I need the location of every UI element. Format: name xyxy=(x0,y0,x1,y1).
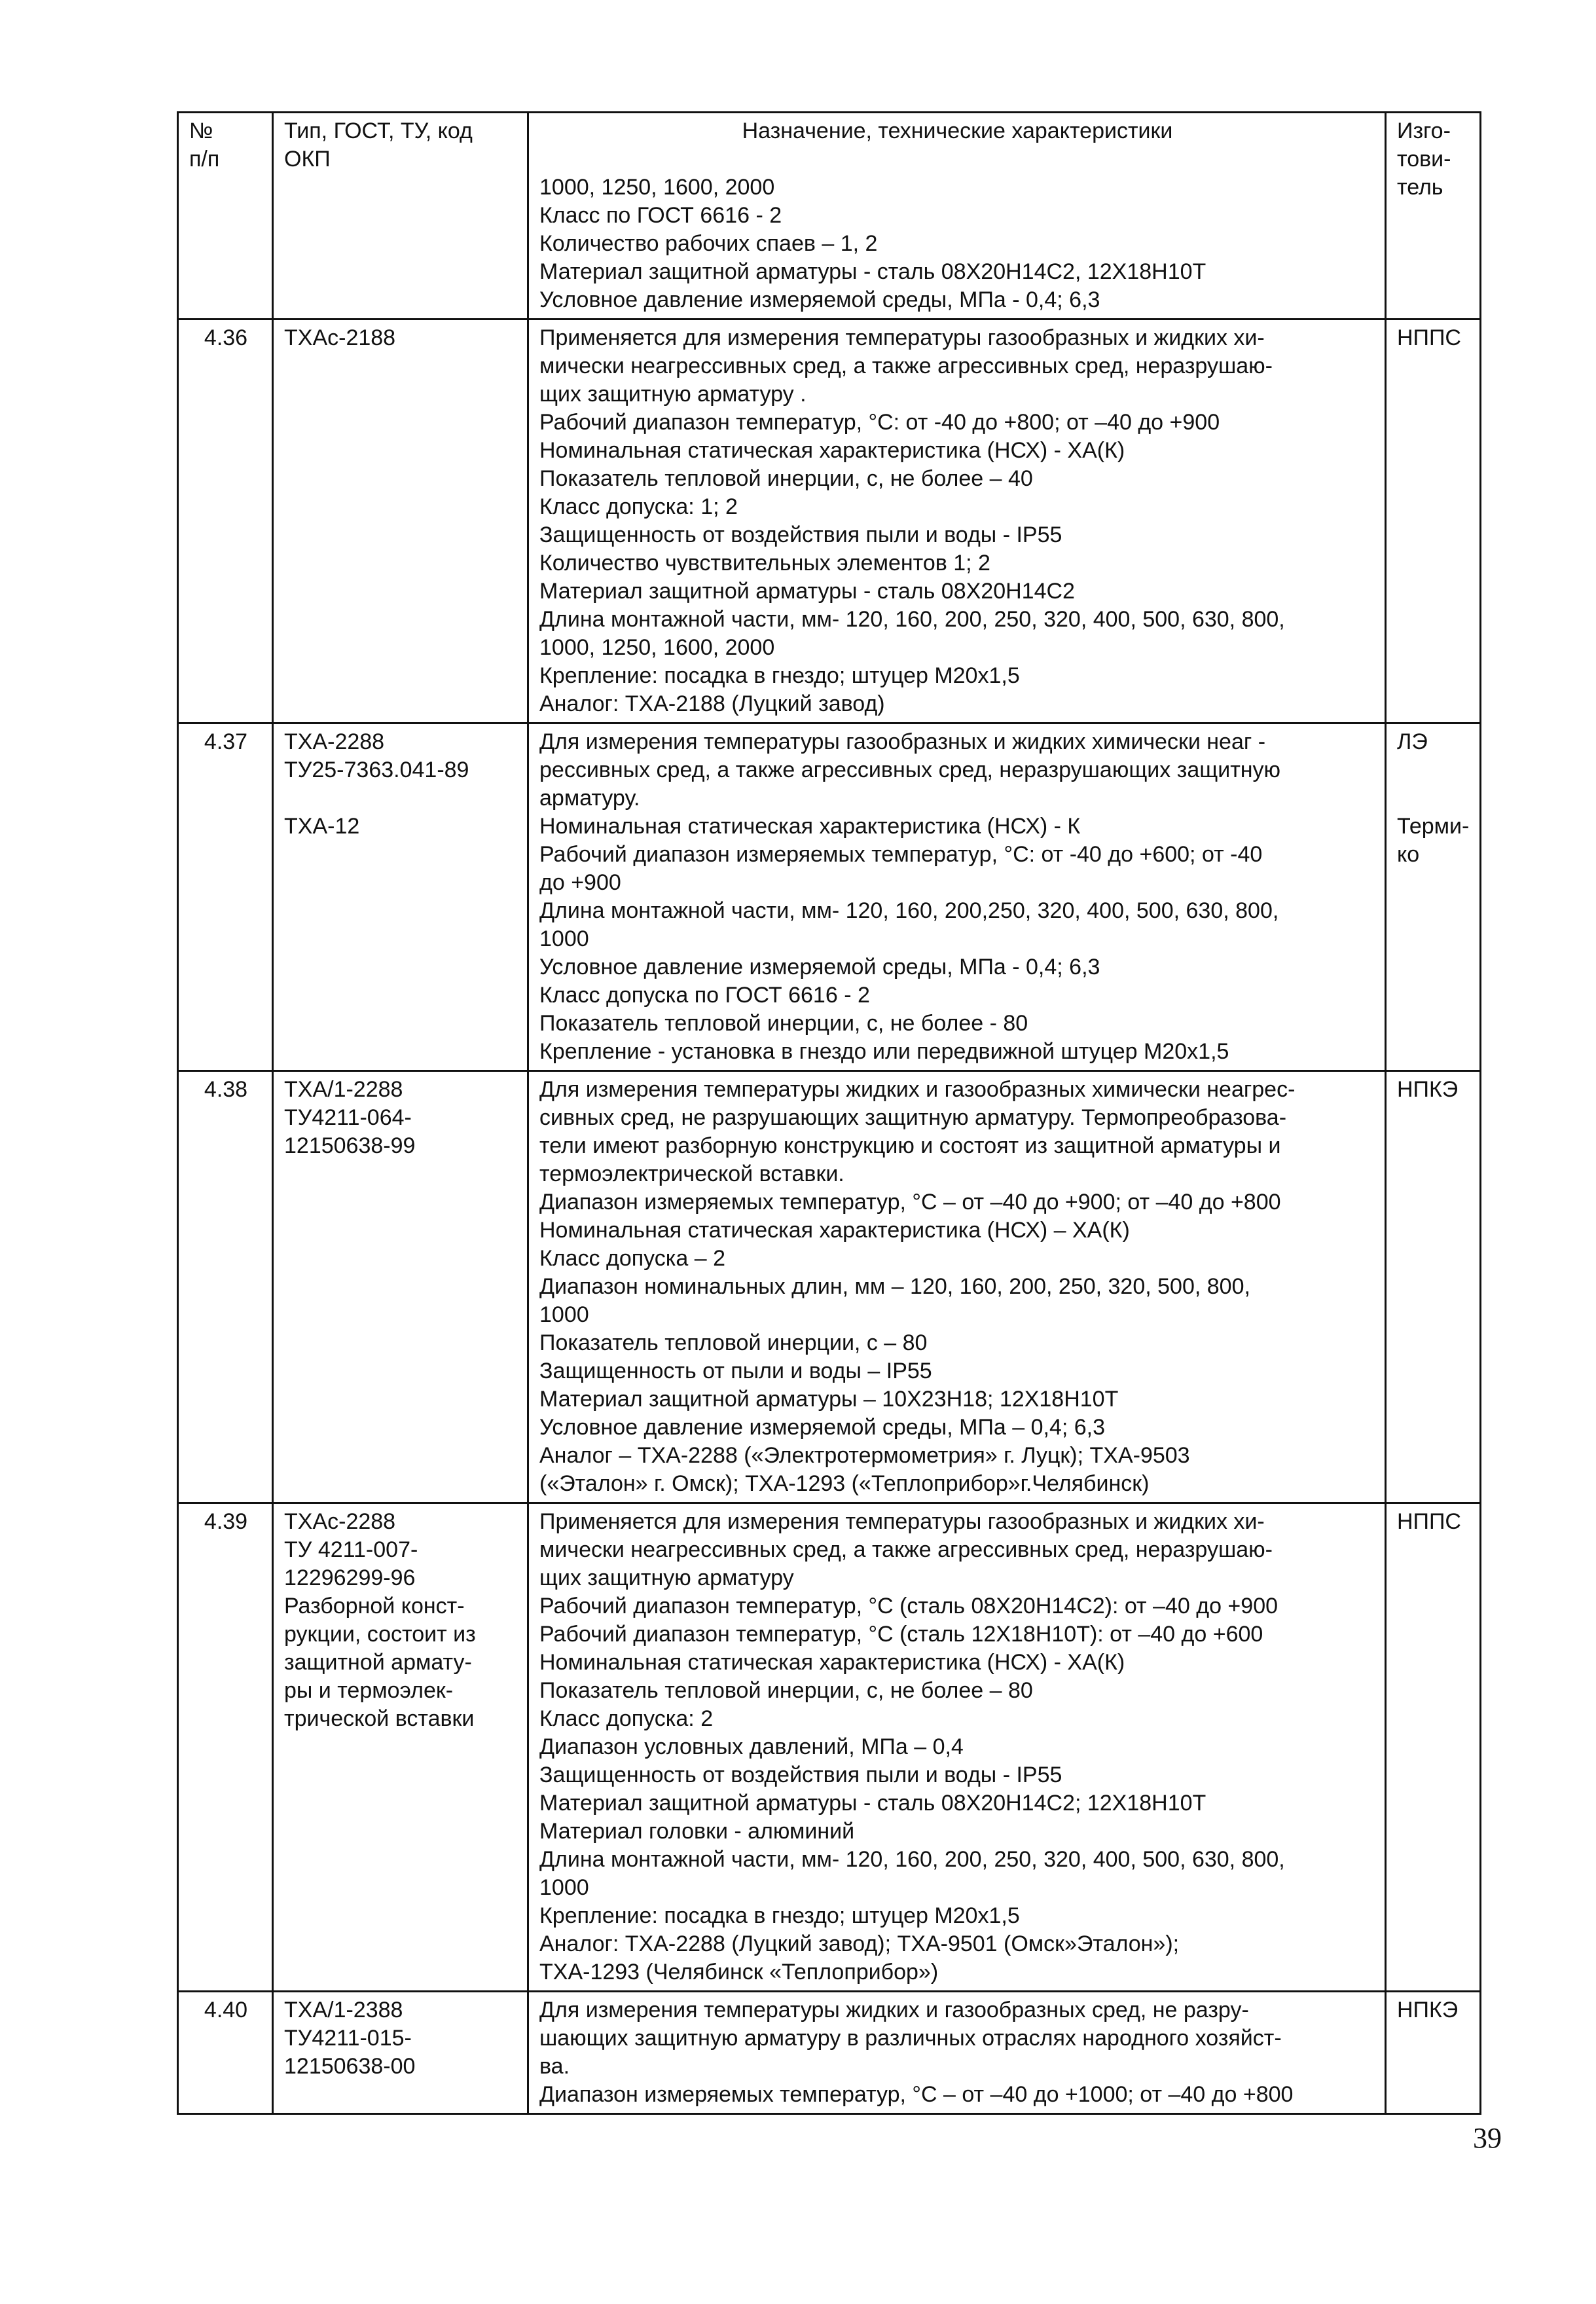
table-row xyxy=(178,320,1481,723)
table-row xyxy=(178,1503,1481,1992)
header-num: № п/п xyxy=(178,113,273,320)
row-maker: НППС xyxy=(1386,1503,1481,1992)
row-maker: НПКЭ xyxy=(1386,1992,1481,2114)
table-header-row xyxy=(178,113,1481,320)
row-description: Для измерения температуры жидких и газообразных сред, не разру- шающих защитную арматуру в различных отраслях народного хозяйст- ва. Диапазон измеряемых температур, °С – от –40 до +1000; от –40 до +800 xyxy=(528,1992,1386,2114)
table-row xyxy=(178,723,1481,1071)
header-maker: Изго- тови- тель xyxy=(1386,113,1481,320)
specification-table xyxy=(177,111,1481,2115)
header-description: Назначение, технические характеристики 1000, 1250, 1600, 2000 Класс по ГОСТ 6616 - 2 Количество рабочих спаев – 1, 2 Материал защитной арматуры - сталь 08Х20Н14С2, 12Х18Н10Т Условное давление измеряемой среды, МПа - 0,4; 6,3 xyxy=(528,113,1386,320)
row-maker: НППС xyxy=(1386,320,1481,723)
header-type: Тип, ГОСТ, ТУ, код ОКП xyxy=(273,113,528,320)
row-description: Применяется для измерения температуры газообразных и жидких хи- мически неагрессивных сред, а также агрессивных сред, неразрушаю- щих защитную арматуру Рабочий диапазон температур, °С (сталь 08Х20Н14С2): от –40 до +900 Рабочий диапазон температур, °С (сталь 12Х18Н10Т): от –40 до +600 Номинальная статическая характеристика (НСХ) - ХА(К) Показатель тепловой инерции, с, не более – 80 Класс допуска: 2 Диапазон условных давлений, МПа – 0,4 Защищенность от воздействия пыли и воды - IP55 Материал защитной арматуры - сталь 08Х20Н14С2; 12Х18Н10Т Материал головки - алюминий Длина монтажной части, мм- 120, 160, 200, 250, 320, 400, 500, 630, 800, 1000 Крепление: посадка в гнездо; штуцер М20х1,5 Аналог: ТХА-2288 (Луцкий завод); ТХА-9501 (Омск»Эталон»); ТХА-1293 (Челябинск «Теплоприбор») xyxy=(528,1503,1386,1992)
row-type: ТХА-2288 ТУ25-7363.041-89 ТХА-12 xyxy=(273,723,528,1071)
row-type: ТХА/1-2288 ТУ4211-064- 12150638-99 xyxy=(273,1071,528,1503)
continuation-text: 1000, 1250, 1600, 2000 Класс по ГОСТ 6616 - 2 Количество рабочих спаев – 1, 2 Материал защитной арматуры - сталь 08Х20Н14С2, 12Х18Н10Т Условное давление измеряемой среды, МПа - 0,4; 6,3 xyxy=(539,175,1206,312)
row-description: Применяется для измерения температуры газообразных и жидких хи- мически неагрессивных сред, а также агрессивных сред, неразрушаю- щих защитную арматуру . Рабочий диапазон температур, °С: от -40 до +800; от –40 до +900 Номинальная статическая характеристика (НСХ) - ХА(К) Показатель тепловой инерции, с, не более – 40 Класс допуска: 1; 2 Защищенность от воздействия пыли и воды - IP55 Количество чувствительных элементов 1; 2 Материал защитной арматуры - сталь 08Х20Н14С2 Длина монтажной части, мм- 120, 160, 200, 250, 320, 400, 500, 630, 800, 1000, 1250, 1600, 2000 Крепление: посадка в гнездо; штуцер М20х1,5 Аналог: ТХА-2188 (Луцкий завод) xyxy=(528,320,1386,723)
row-type: ТХАс-2288 ТУ 4211-007- 12296299-96 Разборной конст- рукции, состоит из защитной армату- ры и термоэлек- трической вставки xyxy=(273,1503,528,1992)
page-number: 39 xyxy=(1473,2122,1502,2154)
row-type: ТХА/1-2388 ТУ4211-015- 12150638-00 xyxy=(273,1992,528,2114)
row-type: ТХАс-2188 xyxy=(273,320,528,723)
row-number: 4.37 xyxy=(178,723,273,1071)
row-maker: ЛЭ Терми- ко xyxy=(1386,723,1481,1071)
row-description: Для измерения температуры газообразных и жидких химически неаг - рессивных сред, а также агрессивных сред, неразрушающих защитную арматуру. Номинальная статическая характеристика (НСХ) - К Рабочий диапазон измеряемых температур, °С: от -40 до +600; от -40 до +900 Длина монтажной части, мм- 120, 160, 200,250, 320, 400, 500, 630, 800, 1000 Условное давление измеряемой среды, МПа - 0,4; 6,3 Класс допуска по ГОСТ 6616 - 2 Показатель тепловой инерции, с, не более - 80 Крепление - установка в гнездо или передвижной штуцер М20х1,5 xyxy=(528,723,1386,1071)
row-description: Для измерения температуры жидких и газообразных химически неагрес- сивных сред, не разрушающих защитную арматуру. Термопреобразова- тели имеют разборную конструкцию и состоят из защитной арматуры и термоэлектрической вставки. Диапазон измеряемых температур, °С – от –40 до +900; от –40 до +800 Номинальная статическая характеристика (НСХ) – ХА(К) Класс допуска – 2 Диапазон номинальных длин, мм – 120, 160, 200, 250, 320, 500, 800, 1000 Показатель тепловой инерции, с – 80 Защищенность от пыли и воды – IP55 Материал защитной арматуры – 10Х23Н18; 12Х18Н10Т Условное давление измеряемой среды, МПа – 0,4; 6,3 Аналог – ТХА-2288 («Электротермометрия» г. Луцк); ТХА-9503 («Эталон» г. Омск); ТХА-1293 («Теплоприбор»г.Челябинск) xyxy=(528,1071,1386,1503)
row-number: 4.36 xyxy=(178,320,273,723)
table-row xyxy=(178,1071,1481,1503)
row-maker: НПКЭ xyxy=(1386,1071,1481,1503)
row-number: 4.38 xyxy=(178,1071,273,1503)
row-number: 4.40 xyxy=(178,1992,273,2114)
table-row xyxy=(178,1992,1481,2114)
row-number: 4.39 xyxy=(178,1503,273,1992)
